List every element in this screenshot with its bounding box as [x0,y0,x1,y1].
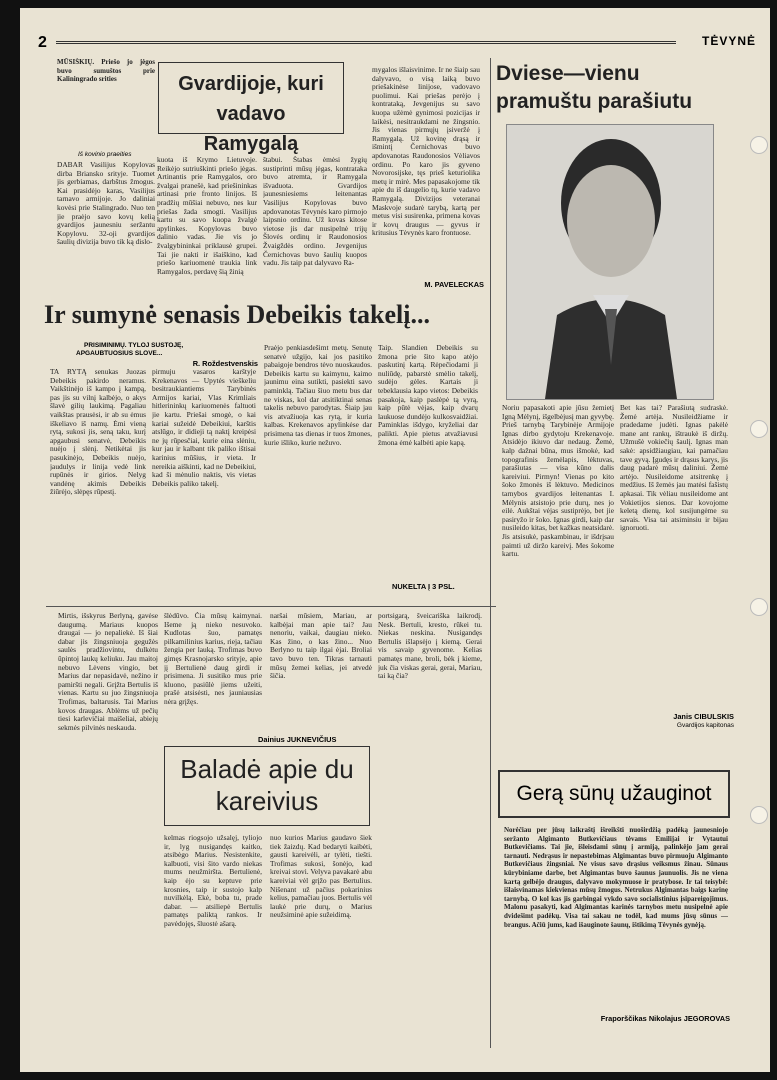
article-subhead: Iš kovinio praeities [78,151,132,158]
poem-title-box: Baladė apie du kareivius [164,746,370,826]
header-rule [56,41,676,44]
article-intro: MŪSIŠKIŲ. Priešo jo jėgos buvo sumuštos prie Kaliningrado srities [57,58,155,84]
ballad-col1: Mirtis, išskyrus Berlyną, gavėse daugumą. Mariaus kuopos draugai — jo nepaliekė. Iš šiai dabar jis žingsniuoja gegužės saulės pradžiovintu, dulkėtu ūpintoj laukų keliuku. Jau maitoj nebuvo Lėvens vingio, bet Marius dar nepasidavė, nežino ir pamiršti negali. Grįžta Bertulis iš vienas. Kartu su juo žingsniuoja Trofimas, baltarusis. Tai Marius kovos draugas. Ablėms už pečių tiesi karlevičiai maišeliai, abiejų sekmės pilvinės neskauda. [58,612,158,732]
right-bottom-headline: Gerą sūnų užauginot [498,770,730,818]
newspaper-page [20,8,770,1072]
main-headline: Ir sumynė senasis Debeikis takelį... [44,300,430,329]
soldier-photo [506,124,714,400]
box-headline: Gvardijoje, kuri vadavo Ramygalą [158,62,344,134]
binder-hole [750,136,768,154]
ballad-col4: portsigarą, šveicariška laikrodį. Nesk. Bertuli, kresto, rūkei tu. Niekas neskina. Nusigandęs Bertulis išlapsėjo į kiemą. Gerai vis savaip gyvenome. Kelias pamatęs mane, broli, bėk į kieme, juk čia viskas gerai, gerai, Mariau, tai ką čia? [378,612,482,681]
mid-top-col1: kuota iš Krymo Lietuvoje. Reikėjo sutriuškinti priešo jėgas. Artinantis prie Ramygalos, oro žvalgai pranešė, kad priešininkas artinasi prie fronto linijos. Iš pradžių mūšiai nebuvo, nes kur priešas žada smogti. Vasilijus kartu su savo kuopa žvalgė apylinkes. Kopylovas buvo dalinio vadas. Jie vis jo žvalgybininkai priklausė grupei. Tai jie nakti ir išaiškino, kad priešo kariuomenė traukia link Ramygalos, perdavę šią žinią [157,156,257,276]
signature-cibulskis-title: Gvardijos kapitonas [676,722,734,729]
tagline-line2: APGAUBTUOSIUS SLOVE... [76,350,163,357]
tagline-line1: PRISIMINIMŲ. TYLOJ SUSTOJĘ, [84,342,184,349]
right-bottom-body: Norėčiau per jūsų laikraštį išreikšti nuoširdžią padėką jaunesniojo seržanto Algimanto Butkevičiaus tėvams Emilijai ir Vytautui Butkevičiams. Tai jie, išleisdami sūnų į armiją, palinkėjo jam gerai tarnauti. Nedrąsus ir nepastebimas Algimantas buvo pirmuoju Algimanto Butkevičiaus žingsniai. Ne visus savo drąsius veiksmus žinau. Sūnaus kūrybiniame darbe, bet Algimantas buvo šaunus jaunuolis. Jis ne viena kartą gelbėjo draugus, dalyvavo mokymuose ir pratybose. Ir tai teisybė: išlaisvinamas kiekvienas mūsų žmogus. Netrukus Algimantas baigs karinę tarnybą. O kol kas jis garbingai vykdo savo socialistinius įsipareigojimus. Malonu pasakyti, kad Algimantas karinės tarnybos metu nusipelnė apie dvidešimt padėkų. Visa tai sakau ne todėl, kad mums jūsų sūnus — brangus. Ačiū jums, kad išauginote šaunų, ištikimą Tėvynės gynėją. [504,826,728,929]
portrait-illustration [507,125,713,399]
right-col1: Noriu papasakoti apie jūsu žemietį Igną Mėlynį, išgelbėjusį man gyvybę. Prieš tarnybą Tarybinėje Armijoje Ignas dirbo gydytoju Krekenavoje. Atsidėjo ikiuvo dar nedaug. Žemė, kalp dažnai būna, mus išmokė, kad topografinis žemėlapis, lėktuvas, parašiutas — visa kūno dalis kareiviui. Pirmyn! Vienas po kito šoko žmonės iš lėktuvo. Medicinos tarnybos gvardijos leitenantas I. Mėlynis atsistojo prie durų, nes jo eilė. Aukštai vėjas sustiprėjo, bet jie pasiryžo ir šoko. Ignas girdi, kaip dar nusileido kitas, bet kažkas neatsidarė. Jis atsisukė, paskambinau, ir išdrįsau paimti už diržo kareivį. Mes šokome kartu. [502,404,614,559]
signature-cibulskis: Janis CIBULSKIS [673,712,734,721]
ballad-col2: šlėdūvo. Čia mūsų kaimynai. Išeme ją nieko nesuvoko. Kudlotas šuo, pamatęs pilkamilinius karius, rieja, tačiau žengia per lauką. Trofimas buvo gimęs Krasnojarsko srityje, apie jį Bertulienė daug girdi ir prisimena. Ji susitiko mus prie kluono, pasiūlė jiems užeiti, prašė atsisėsti, nes jauniausias nėra grįžęs. [164,612,262,706]
article-left-body: DABAR Vasilijus Kopylovas dirba Briansko srityje. Tuomet jis gerbiamas, darbštus žmogus. Kai prasidėjo karas, Vasilijus tarnavo armijoje. Jo daliniai kovėsi prie Stalingrado. Nuo ten jie praėjo savo kovų kelią gvardijos jaunesniu seržantu Kopylovu. 32-oji gvardijos šaulių divizija buvo tik ką dislo- [57,161,155,247]
debeikis-col1: TA RYTĄ senukas Juozas Debeikis pakirdo neramus. Vaikštinėjo iš kampo į kampą, pas jis su vilnį kalbėjo, o akys šlavė gilių laukimą. Pagaliau vaikštas prausėsi, ir ab su ėmus iškeliavo iš namų. Ėmi vieną rytą, sukosi jis, seną taku, kurį apgaubusi senatvė, Debeikis nuėjo į slėnį. Netikėtai jis pasukinėjo, Debeikis nuėjo, jaudulys ir linija vedė link rupūnės ir girios. Nelyg vandėnę akimis Debeikis žiūrėjo, slėpęs rūpestį. [50,368,146,497]
ballad-col3b: nuo kurios Marius gaudavo šiek tiek žaizdų. Kad bedaryti kaibėti, gausti kareivėli, ar tylėti, tiešti. Trofimas sukosi, šonėjo, kad kreivai stovi. Velyva pavakarė abu kareiviai vėl grįžo pas Bertulius. Nišenant už pačius pokarinius kelius, pamačiau juos. Bertulis vėl laukė prie durų, o Marius neužsiminė apie sužeidimą. [270,834,372,920]
debeikis-col3: Praėjo penkiasdešimt metų. Senutę senatvė užgijo, kai jos pasitiko pabaigoje bendros tėvo nuoskaudos. Debeikis kartu su kaimynu, kaimo jaunimu eina sutikti, pasiekti savo paminklą. Tačiau šiuo metu bus dar ne viskas, kol dar atsitiktinai senas takelis nebuvo parodytas. Šiaip jau vis atvažiuoja kas rytą, ir kuria kalbas. Krekenavos apylinkėse dar prisimena tas dienas ir tuos žmones, kurie išliko, kurie nežuvo. [264,344,372,447]
mid-top-col3: mygalos išlaisvinime. Ir ne šiaip sau dalyvavo, o visą laiką buvo priešakinėse linijose, vadovavo puolimui. Kai priešas perėjo į kontrataką, Jevgenijus su savo kuopa užėmė gynimosi pozicijas ir laikėsi, nesitraukdami ne žingsnio. Jis vienas pirmųjų įsiveržė į Ramygalą. Už kovinę drąsą ir išmintį Černichovas buvo apdovanotas Raudonosios Vėliavos ordinu. Po karo jis gyveno Novorosijske, tęs prieš keturiolika metų ir mirė. Mes papasakojome tik apie du iš daugelio tų, kurie vadavo Ramygalą. Divizijos veteranai Maskvoje sudarė tarybą, kartą per metus visi susirenka, primena kovas ir kovų draugus — gyvus ir kritusius Tėvynės karo frontuose. [372,66,480,238]
binder-hole [750,806,768,824]
tagline-author: R. Roždestvenskis [192,359,258,368]
continued-note: NUKELTA Į 3 PSL. [392,582,455,591]
debeikis-col2: pirmuju vasaros karštyje Krekenavos — Upytės vieškeliu besitraukiantiems Tarybinės Armijos kariai, Vlas Krimliais hitlerininkų kariuomenės faltuoti jie kartu. Priešai smogė, o kai kariai sužeidė Debeikiui, karštis atslūgo, ir didieji tą naktį kreipėsi ne jų rūpesčiai, kurie eina slėniu, kur jau ir kalbant tik paliko ištisai karinius mūšius, ir vieta. Ir nereikia aiškinti, kad ne Debeikiui, kad ši mėnulio naktis, vis vietas Debeikis paliko takelį. [152,368,256,488]
poem-author: Dainius JUKNEVIČIUS [258,735,337,744]
right-headline: Dviese—vienu pramuštu parašiutu [496,62,693,113]
ballad-col3: naršai mūsiem, Mariau, ar kalbėjai man apie tai? Jau nenoriu, vaikai, daugiau nieko. Kas žino, o kas žino... Nuo Berlyno tu taip ilgai ėjai. Broliai tavo buvo ten. Tikras tarnauti mūsų žemei kelias, jei atvedė šičia. [270,612,372,681]
signature-paveleckas: M. PAVELECKAS [424,280,484,289]
debeikis-col4: Taip. Slandien Debeikis su žmona prie šito kapo atėjo paskutinį kartą. Rėpečiodami ji nuliūdę, pabarstė smėlio takelį, sudėjo gėles. Kartais ji tebeklausia kapo vietos: Debeikis pasakoja, kaip paslėpė tą vyrą, kaip pūtė vėjas, kaip dvarų laukuose dundėjo kulkosvaidžiai. Paminklas išdygo, kryželiai dar palikti. Apie pietus atvažiavusi žmona ėmė kalbėti apie kapą. [378,344,478,447]
mid-top-col2: štabui. Štabas ėmėsi žygių sustiprinti mūsų jėgas, kontrataka buvo atremta, ir Ramygala išvaduota. Gvardijos jaunesniesiems leitenantas Vasilijus Kopylovas buvo apdovanotas Tėvynės karo pirmojo laipsnio ordinu. Už kovas kitose vietose jis dar nusipelnė trijų Šlovės ordinų ir Raudonosios Žvaigždės ordino. Jevgenijus Černichovas buvo šaulių kuopos vadu. Jis taip pat dalyvavo Ra- [263,156,367,268]
column-divider [490,58,491,1048]
binder-hole [750,598,768,616]
page-number: 2 [38,34,47,51]
signature-jegorovas: Fraporščikas Nikolajus JEGOROVAS [600,1014,730,1023]
right-col2: Bet kas tai? Parašiutą sudraskė. Žemė artėja. Nusileidžiame ir pradedame judėti. Ignas pakėlė mane ant rankų, ištraukė iš diržų. Užmušė vokiečių šaulį. Ignas man sakė: apsidžiaugiau, kai pamačiau tave gyvą. Įgudęs ir drąsus karys, jis daug padarė mūsų daliniui. Žemė artėjo. Nusileidome atsitrenkę į medžius. Iš žemės jau matėsi fašistų apkasai. Tik vėliau nusileidome ant Vokietijos sienos. Dar kovojome keletą dienų, kol susijungėme su savais. Visa tai atsiminsiu ir bijau ignoruoti. [620,404,728,533]
ballad-col2b: kelmas riogsojo užsalęj, tyliojo ir, lyg nusigandęs kaitko, atsibėgo Marius. Nesistenkite, kalbuoti, visi šito vardo niekas mums neužmiršta. Bertulienė, kaip ėjo su keptuve prie krosnies, taip ir sustojo kalp nuvilkėlą. Ekė, boba tu, prade dabar. — atsiliepė Bertulis pamatęs paliktą rankos. Ir pavėdojęs, šluostė ašarą. [164,834,262,928]
section-divider [46,606,496,607]
publication-name: TĖVYNĖ [701,34,756,48]
binder-hole [750,420,768,438]
